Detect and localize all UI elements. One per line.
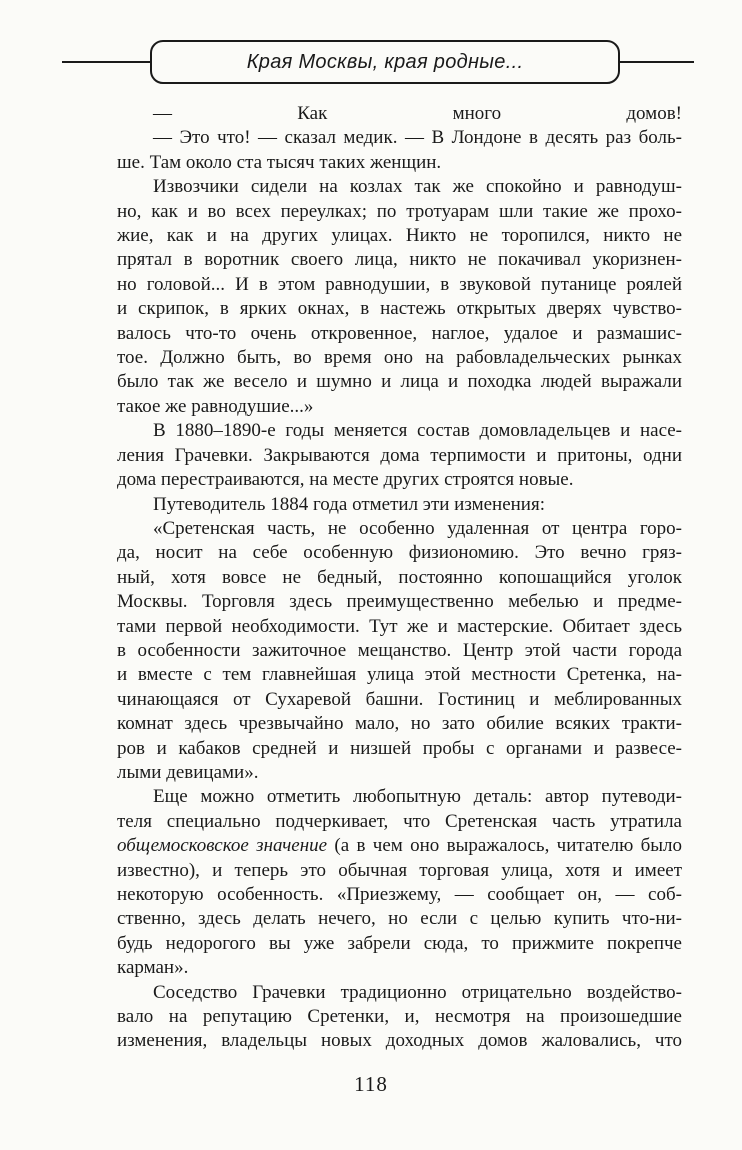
text-line: карман». bbox=[117, 957, 189, 979]
text-line: Москвы. Торговля здесь преимущественно мебелью и предме- bbox=[117, 591, 682, 613]
text-line: дома перестраиваются, на месте других строятся новые. bbox=[117, 469, 574, 491]
text-line: — Как много домов! bbox=[153, 103, 682, 124]
running-header bbox=[62, 40, 694, 84]
text-line: будь недорогого вы уже забрели сюда, то прижмите покрепче bbox=[117, 932, 682, 954]
text-line: валось что-то очень откровенное, наглое, удалое и размашис- bbox=[117, 322, 682, 344]
text-line: Путеводитель 1884 года отметил эти изменения: bbox=[153, 493, 545, 515]
header-frame bbox=[150, 40, 620, 84]
text-line: В 1880–1890-е годы меняется состав домовладельцев и насе- bbox=[153, 420, 682, 442]
text-line: вало на репутацию Сретенки, и, несмотря на произошедшие bbox=[117, 1006, 682, 1028]
text-line: некоторую особенность. «Приезжему, — сообщает он, — соб- bbox=[117, 884, 682, 905]
text-line: изменения, владельцы новых доходных домов жаловались, что bbox=[117, 1030, 682, 1052]
text-line: да, носит на себе особенную физиономию. Это вечно гряз- bbox=[117, 542, 682, 564]
text-line: лыми девицами». bbox=[117, 761, 259, 783]
text-line: ный, хотя вовсе не бедный, постоянно копошащийся уголок bbox=[117, 566, 682, 588]
text-line: в особенности зажиточное мещанство. Центр этой части города bbox=[117, 639, 682, 661]
text-line: но головой... И в этом равнодушии, в звуковой путанице роялей bbox=[117, 273, 682, 295]
text-line: тами первой необходимости. Тут же и мастерские. Обитает здесь bbox=[117, 615, 682, 637]
text-line: чинающаяся от Сухаревой башни. Гостиниц и меблированных bbox=[117, 688, 682, 710]
header-rule-right bbox=[618, 61, 694, 63]
text-line: такое же равнодушие...» bbox=[117, 395, 314, 417]
text-line: Еще можно отметить любопытную деталь: автор путеводи- bbox=[153, 786, 682, 808]
text-line: Извозчики сидели на козлах так же спокойно и равнодуш- bbox=[153, 176, 682, 198]
text-line: было так же весело и шумно и лица и походка людей выражали bbox=[117, 371, 682, 393]
italic-phrase: общемосковское значение bbox=[117, 835, 328, 857]
text-line-rest: (а в чем оно выражалось, читателю было bbox=[327, 835, 683, 857]
text-line: ров и кабаков средней и низшей пробы с органами и развесе- bbox=[117, 737, 682, 759]
text-line: — Это что! — сказал медик. — В Лондоне в десять раз боль- bbox=[153, 127, 682, 149]
text-line: известно), и теперь это обычная торговая улица, хотя и имеет bbox=[117, 859, 682, 881]
text-line: Соседство Грачевки традиционно отрицательно воздейство- bbox=[153, 981, 682, 1003]
body-text bbox=[117, 102, 682, 1054]
text-line: и вместе с тем главнейшая улица этой местности Сретенка, на- bbox=[117, 664, 682, 686]
text-line: прятал в воротник своего лица, никто не покачивал укоризнен- bbox=[117, 249, 682, 271]
header-title: Края Москвы, края родные... bbox=[246, 50, 524, 73]
header-rule-left bbox=[62, 61, 152, 63]
text-line: «Сретенская часть, не особенно удаленная от центра горо- bbox=[153, 517, 682, 539]
text-line: жие, как и на других улицах. Никто не торопился, никто не bbox=[117, 225, 682, 247]
text-line: теля специально подчеркивает, что Сретенская часть утратила bbox=[117, 810, 682, 832]
text-line: но, как и во всех переулках; по тротуарам шли такие же прохо- bbox=[117, 200, 682, 222]
text-line: тое. Должно быть, во время оно на рабовладельческих рынках bbox=[117, 347, 682, 369]
text-line bbox=[117, 834, 682, 858]
text-line: комнат здесь чрезвычайно мало, но зато обилие всяких тракти- bbox=[117, 713, 682, 735]
text-line: и скрипок, в ярких окнах, в настежь открытых дверях чувство- bbox=[117, 298, 682, 320]
text-line: ственно, здесь делать нечего, но если с целью купить что-ни- bbox=[117, 908, 682, 930]
text-line: ления Грачевки. Закрываются дома терпимости и притоны, одни bbox=[117, 444, 682, 466]
page-number: 118 bbox=[354, 1072, 388, 1096]
text-line: ше. Там около ста тысяч таких женщин. bbox=[117, 151, 442, 173]
